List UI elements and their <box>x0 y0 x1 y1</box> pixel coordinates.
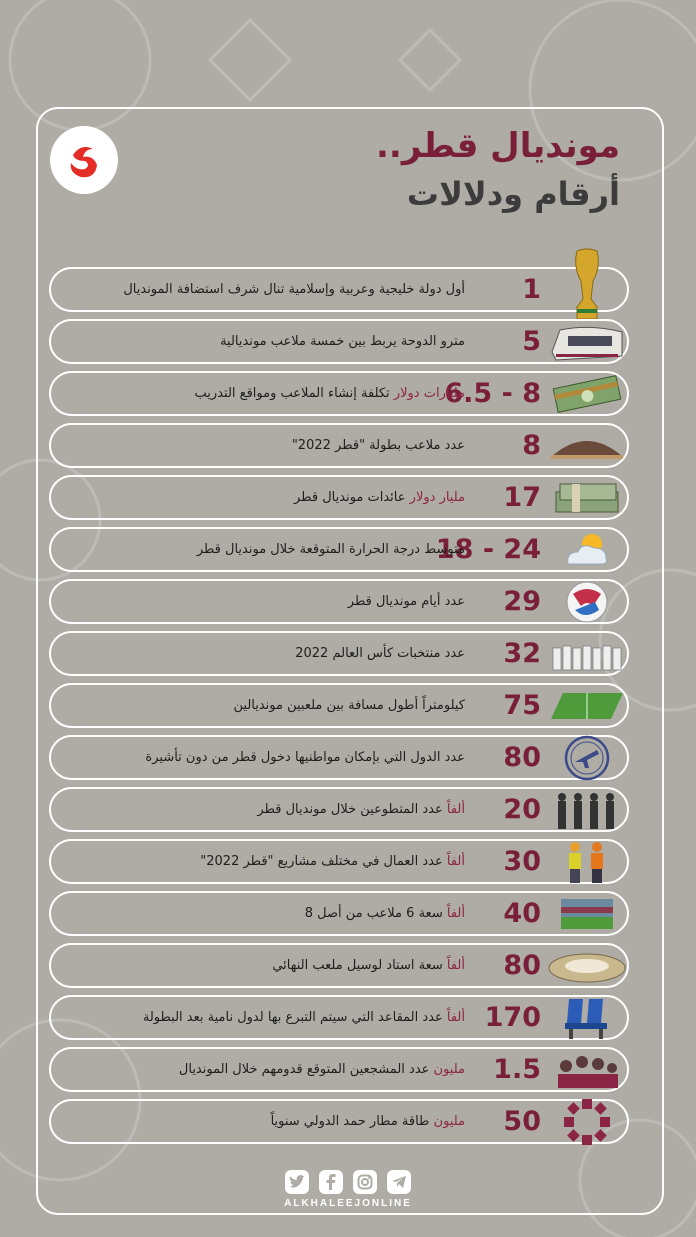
telegram-icon[interactable] <box>387 1170 411 1194</box>
fact-description: سعة استاد لوسيل ملعب النهائي <box>272 958 443 973</box>
fact-text <box>305 893 465 934</box>
fact-text <box>143 997 465 1038</box>
fact-number: 6.5 - 8 <box>444 378 541 409</box>
stadium-interior-icon <box>547 885 627 943</box>
fact-number: 1 <box>522 274 541 305</box>
fact-row <box>49 995 629 1040</box>
team-photo-icon <box>547 625 627 683</box>
fact-text <box>348 581 465 622</box>
fact-text <box>200 841 465 882</box>
stadium-icon <box>547 417 627 475</box>
fact-text <box>197 529 465 570</box>
fact-text <box>271 1101 465 1142</box>
fact-unit: ألفاً <box>446 802 465 817</box>
pitch-icon <box>547 677 627 735</box>
fact-number: 170 <box>484 1002 541 1033</box>
fact-number: 29 <box>503 586 541 617</box>
fact-number: 50 <box>503 1106 541 1137</box>
lusail-stadium-icon <box>547 937 627 995</box>
fact-text <box>295 633 465 674</box>
fact-number: 1.5 <box>493 1054 541 1085</box>
fact-unit: ألفاً <box>446 906 465 921</box>
fact-row <box>49 1099 629 1144</box>
fact-row <box>49 839 629 884</box>
fact-number: 32 <box>503 638 541 669</box>
fact-text <box>145 737 465 778</box>
fact-description: طاقة مطار حمد الدولي سنوياً <box>270 1114 430 1129</box>
fact-description: عدد الدول التي بإمكان مواطنيها دخول قطر من دون تأشيرة <box>145 750 465 765</box>
fact-number: 5 <box>522 326 541 357</box>
fact-number: 75 <box>503 690 541 721</box>
fact-description: تكلفة إنشاء الملاعب ومواقع التدريب <box>194 386 390 401</box>
fact-number: 18 - 24 <box>435 534 541 565</box>
fact-row <box>49 475 629 520</box>
fact-description: عدد المشجعين المتوقع قدومهم خلال المونديال <box>178 1062 430 1077</box>
fact-description: مترو الدوحة يربط بين خمسة ملاعب مونديالية <box>220 334 465 349</box>
fact-row <box>49 735 629 780</box>
fact-number: 80 <box>503 742 541 773</box>
page-subtitle: أرقام ودلالات <box>406 175 620 213</box>
fact-text <box>292 425 465 466</box>
football-icon <box>547 573 627 631</box>
fact-row <box>49 267 629 312</box>
fact-text <box>195 373 465 414</box>
fact-description: عدد منتخبات كأس العالم 2022 <box>295 646 465 661</box>
fact-number: 8 <box>522 430 541 461</box>
fact-description: عدد العمال في مختلف مشاريع "قطر 2022" <box>200 854 443 869</box>
fact-text <box>272 945 465 986</box>
fact-description: كيلومتراً أطول مسافة بين ملعبين مونديالين <box>233 698 465 713</box>
fact-description: أول دولة خليجية وعربية وإسلامية تنال شرف استضافة المونديال <box>123 282 465 297</box>
trophy-icon <box>547 245 627 323</box>
social-links <box>0 1170 696 1194</box>
page-title: مونديال قطر.. <box>375 126 620 166</box>
fact-description: عدد المقاعد التي سيتم التبرع بها لدول نامية بعد البطولة <box>142 1010 443 1025</box>
weather-icon <box>547 521 627 579</box>
metro-train-icon <box>547 313 627 371</box>
fact-unit: مليون <box>433 1062 465 1077</box>
facts-list <box>49 267 629 1151</box>
fact-number: 20 <box>503 794 541 825</box>
logo <box>50 126 118 194</box>
fact-text <box>257 789 465 830</box>
money-bundle-icon <box>547 469 627 527</box>
fact-text <box>220 321 465 362</box>
fact-unit: مليار دولار <box>409 490 465 505</box>
fact-row <box>49 527 629 572</box>
fact-row <box>49 631 629 676</box>
fact-row <box>49 423 629 468</box>
fact-row <box>49 1047 629 1092</box>
fact-unit: مليارات دولار <box>393 386 465 401</box>
fact-number: 40 <box>503 898 541 929</box>
workers-icon <box>547 833 627 891</box>
fact-unit: مليون <box>433 1114 465 1129</box>
fact-number: 80 <box>503 950 541 981</box>
stadium-seats-icon <box>547 989 627 1047</box>
fact-row <box>49 319 629 364</box>
fact-unit: ألفاً <box>446 854 465 869</box>
fact-row <box>49 683 629 728</box>
fans-icon <box>547 1041 627 1099</box>
fact-unit: ألفاً <box>446 958 465 973</box>
fact-row <box>49 943 629 988</box>
fact-description: عدد المتطوعين خلال مونديال قطر <box>257 802 443 817</box>
brand-name: ALKHALEEJONLINE <box>284 1198 412 1209</box>
fact-row <box>49 891 629 936</box>
instagram-icon[interactable] <box>353 1170 377 1194</box>
twitter-icon[interactable] <box>285 1170 309 1194</box>
fact-description: عدد ملاعب بطولة "قطر 2022" <box>291 438 465 453</box>
facebook-icon[interactable] <box>319 1170 343 1194</box>
volunteers-icon <box>547 781 627 839</box>
money-stack-icon <box>547 365 627 423</box>
fact-row <box>49 787 629 832</box>
fact-number: 30 <box>503 846 541 877</box>
fact-row <box>49 579 629 624</box>
fact-text <box>294 477 465 518</box>
fact-description: متوسط درجة الحرارة المتوقعة خلال مونديال قطر <box>196 542 465 557</box>
fact-number: 17 <box>503 482 541 513</box>
fact-description: عائدات مونديال قطر <box>294 490 406 505</box>
alkhaleej-logo-icon <box>59 135 109 185</box>
fact-text <box>234 685 466 726</box>
fact-unit: ألفاً <box>446 1010 465 1025</box>
airplane-stamp-icon <box>547 729 627 787</box>
fact-row <box>49 371 629 416</box>
airport-logo-icon <box>547 1093 627 1151</box>
fact-text <box>123 269 465 310</box>
fact-text <box>179 1049 465 1090</box>
fact-description: عدد أيام مونديال قطر <box>347 594 465 609</box>
fact-description: سعة 6 ملاعب من أصل 8 <box>304 906 443 921</box>
